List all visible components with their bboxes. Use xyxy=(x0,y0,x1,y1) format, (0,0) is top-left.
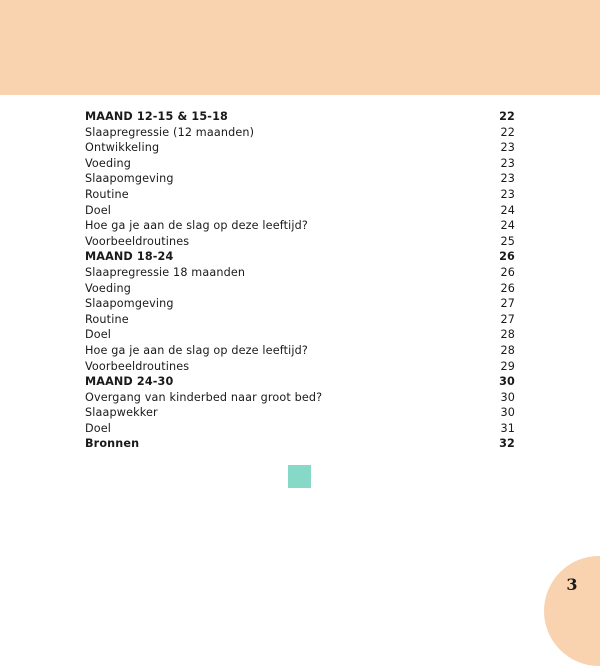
toc-entry-page: 25 xyxy=(500,234,515,248)
toc-entry xyxy=(85,218,515,234)
toc-entry-title: Voeding xyxy=(85,156,131,170)
header-band xyxy=(0,0,600,95)
toc-entry-page: 29 xyxy=(500,359,515,373)
toc-entry-title: Slaapwekker xyxy=(85,406,158,420)
toc-section-heading xyxy=(85,374,515,390)
toc-entry-title: MAAND 18-24 xyxy=(85,250,174,264)
toc-entry xyxy=(85,125,515,141)
toc-section-heading xyxy=(85,436,515,452)
toc-entry-title: Slaapomgeving xyxy=(85,297,174,311)
toc-entry xyxy=(85,390,515,406)
toc-entry xyxy=(85,405,515,421)
toc-entry xyxy=(85,296,515,312)
toc-entry-title: Slaapregressie (12 maanden) xyxy=(85,125,255,139)
toc-entry-page: 27 xyxy=(500,312,515,326)
toc-entry-title: Voorbeeldroutines xyxy=(85,234,190,248)
toc-entry-title: Hoe ga je aan de slag op deze leeftijd? xyxy=(85,219,309,233)
toc-entry xyxy=(85,171,515,187)
toc-entry-page: 24 xyxy=(500,203,515,217)
toc-entry xyxy=(85,265,515,281)
toc-entry-page: 26 xyxy=(500,265,515,279)
toc-entry-page: 30 xyxy=(499,375,515,389)
toc-entry-page: 26 xyxy=(499,250,515,264)
toc-entry xyxy=(85,187,515,203)
toc-entry-page: 23 xyxy=(500,187,515,201)
page-number: 3 xyxy=(566,575,578,594)
toc-entry-title: Doel xyxy=(85,421,112,435)
toc-entry-title: Doel xyxy=(85,203,112,217)
toc-entry xyxy=(85,156,515,172)
toc-section-heading xyxy=(85,249,515,265)
accent-square xyxy=(288,465,311,488)
toc-entry-title: Slaapregressie 18 maanden xyxy=(85,265,246,279)
toc-entry xyxy=(85,421,515,437)
toc-entry-page: 23 xyxy=(500,156,515,170)
toc-entry xyxy=(85,281,515,297)
toc-entry-page: 31 xyxy=(500,421,515,435)
toc-entry xyxy=(85,203,515,219)
toc-entry-title: Voorbeeldroutines xyxy=(85,359,190,373)
toc-entry-page: 26 xyxy=(500,281,515,295)
toc-entry-title: Bronnen xyxy=(85,437,140,451)
toc-entry-title: Routine xyxy=(85,312,129,326)
toc-entry xyxy=(85,343,515,359)
toc-entry-page: 24 xyxy=(500,219,515,233)
toc-entry-page: 23 xyxy=(500,141,515,155)
toc-entry xyxy=(85,234,515,250)
toc-section-heading xyxy=(85,109,515,125)
toc-entry-page: 32 xyxy=(499,437,515,451)
toc-entry-title: MAAND 12-15 & 15-18 xyxy=(85,110,228,123)
toc-entry-title: Doel xyxy=(85,328,112,342)
toc-entry-page: 30 xyxy=(500,406,515,420)
toc-entry xyxy=(85,359,515,375)
toc-entry-title: Ontwikkeling xyxy=(85,141,160,155)
toc-entry-title: Slaapomgeving xyxy=(85,172,174,186)
toc-entry xyxy=(85,327,515,343)
toc-entry-title: Routine xyxy=(85,187,129,201)
toc-entry-page: 28 xyxy=(500,343,515,357)
toc-entry-page: 28 xyxy=(500,328,515,342)
toc-entry-title: Voeding xyxy=(85,281,131,295)
page-number-badge xyxy=(544,556,600,666)
toc-entry-title: Hoe ga je aan de slag op deze leeftijd? xyxy=(85,343,309,357)
toc-entry-page: 27 xyxy=(500,297,515,311)
table-of-contents xyxy=(85,109,515,452)
toc-entry xyxy=(85,140,515,156)
toc-entry-page: 22 xyxy=(500,125,515,139)
toc-entry-title: Overgang van kinderbed naar groot bed? xyxy=(85,390,323,404)
toc-entry-title: MAAND 24-30 xyxy=(85,375,174,389)
toc-entry-page: 23 xyxy=(500,172,515,186)
toc-entry-page: 30 xyxy=(500,390,515,404)
toc-entry-page: 22 xyxy=(499,110,515,123)
toc-entry xyxy=(85,312,515,328)
